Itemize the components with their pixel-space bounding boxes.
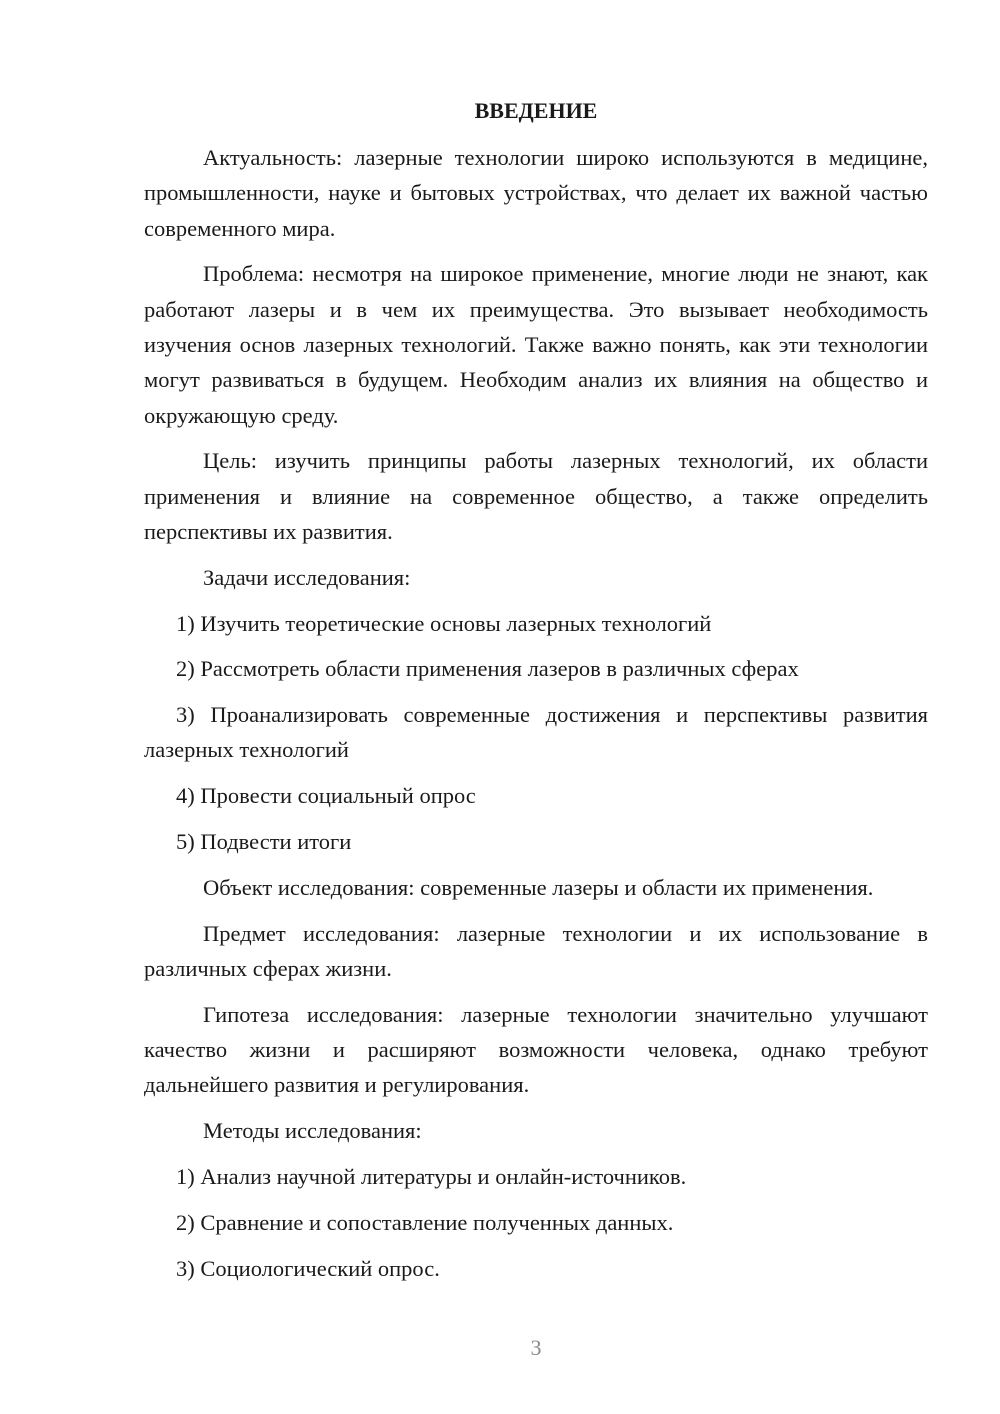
object-paragraph: Объект исследования: современные лазеры и области их применения.	[203, 874, 874, 900]
goal-paragraph: Цель: изучить принципы работы лазерных технологий, их области применения и влияние на современное общество, а также определить перспективы их развития.	[144, 448, 928, 544]
section-title: ВВЕДЕНИЕ	[474, 98, 598, 123]
relevance-paragraph: Актуальность: лазерные технологии широко используются в медицине, промышленности, науке и бытовых устройствах, что делает их важной частью современного мира.	[144, 145, 928, 241]
hypothesis-paragraph: Гипотеза исследования: лазерные технологии значительно улучшают качество жизни и расширяют возможности человека, однако требуют дальнейшего развития и регулирования.	[144, 1001, 928, 1098]
task-item: 5) Подвести итоги	[176, 829, 352, 855]
methods-heading: Методы исследования:	[203, 1118, 422, 1144]
method-item: 2) Сравнение и сопоставление полученных данных.	[176, 1209, 674, 1235]
page-number: 3	[530, 1335, 542, 1360]
task-item: 4) Провести социальный опрос	[176, 783, 476, 809]
task-item: 2) Рассмотреть области применения лазеров в различных сферах	[176, 656, 799, 682]
problem-paragraph: Проблема: несмотря на широкое применение, многие люди не знают, как работают лазеры и в чем их преимущества. Это вызывает необходимость изучения основ лазерных технологий. Также важно понять, как эти технологии могут развиваться в будущем. Необходим анализ их влияния на общество и окружающую среду.	[144, 261, 928, 428]
method-item: 1) Анализ научной литературы и онлайн-источников.	[176, 1163, 687, 1189]
tasks-heading: Задачи исследования:	[203, 564, 411, 590]
task-item: 3) Проанализировать современные достижения и перспективы развития лазерных технологий	[144, 702, 928, 763]
subject-paragraph: Предмет исследования: лазерные технологии и их использование в различных сферах жизни.	[144, 920, 928, 981]
task-item: 1) Изучить теоретические основы лазерных технологий	[176, 610, 712, 636]
method-item: 3) Социологический опрос.	[176, 1255, 440, 1281]
page-content	[144, 96, 928, 1296]
